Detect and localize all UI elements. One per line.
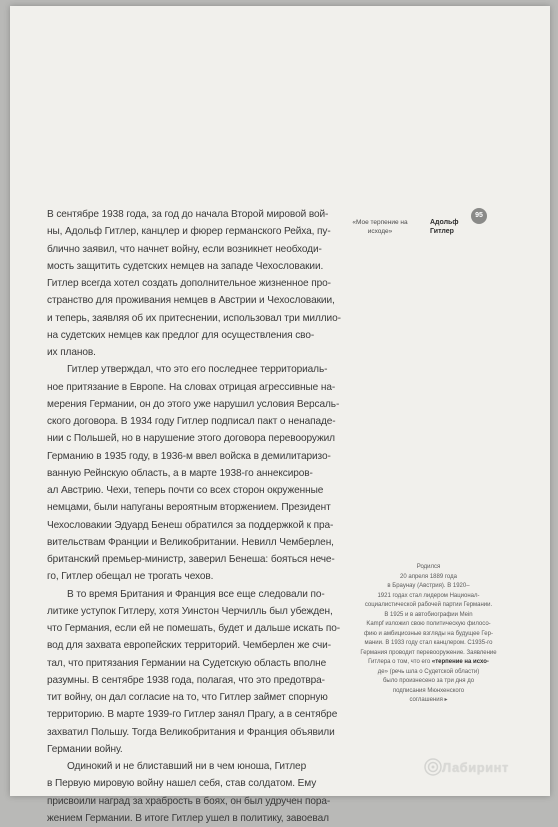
text-line: ского договора. В 1934 году Гитлер подписал пакт о ненападе- — [47, 416, 336, 427]
side-note-line: социалистической рабочей партии Германии. — [364, 602, 493, 608]
side-note-line: в Браунау (Австрия). В 1920– — [387, 583, 470, 589]
labirint-logo-icon — [424, 758, 442, 776]
side-note-emphasis: «терпение на исхо- — [431, 659, 489, 665]
side-note-line: Kampf изложил свою политическую филосо- — [366, 621, 491, 627]
text-line: захватил Польшу. Тогда Великобритания и Франция объявили — [47, 726, 335, 738]
paragraph-3 — [47, 586, 341, 759]
text-line: вительствам Франции и Великобритании. Невилл Чемберлен, — [47, 536, 334, 548]
text-line: и теперь, заявляя об их притеснении, использовал три миллио- — [47, 312, 341, 324]
text-line: нии с Польшей, но в нарушение этого договора перевооружил — [47, 433, 335, 445]
text-line: Одинокий и не блиставший ни в чем юноша, Гитлер — [67, 761, 307, 772]
side-note-line: де» (речь шла о Судетской области) — [377, 668, 480, 675]
text-line: мость защитить судетских немцев на западе Чехословакии. — [47, 260, 324, 272]
text-line: их планов. — [47, 347, 96, 358]
page-number-badge: 95 — [471, 208, 487, 224]
text-line: го, Гитлер обещал не трогать чехов. — [47, 571, 214, 583]
side-note-line: подписания Мюнхенского — [392, 687, 465, 694]
author-name: Адольф Гитлер — [430, 219, 459, 235]
quote-tag: «Мое терпение на исходе» — [352, 219, 408, 235]
text-line: странство для проживания немцев в Австрии и Чехословакии, — [47, 295, 335, 307]
paragraph-2 — [47, 361, 340, 585]
main-text-column — [47, 206, 341, 827]
text-line: что Германия, если ей не помешать, будет и дальше искать по- — [47, 623, 341, 634]
side-note-line: 1921 годах стал лидером Национал- — [377, 592, 480, 599]
side-note-line: было произнесено за три дня до — [382, 678, 475, 684]
text-line: ванную Рейнскую область, а в марте 1938-го аннексиров- — [47, 467, 313, 479]
text-line: вод для захвата европейских территорий. Чемберлен же счи- — [47, 640, 331, 652]
side-note-line — [346, 658, 511, 668]
text-line: ны, Адольф Гитлер, канцлер и фюрер германского Рейха, пу- — [47, 226, 331, 238]
biography-side-note — [346, 563, 511, 706]
text-line: британский премьер-министр, заверил Бенеша: бояться нече- — [47, 554, 335, 565]
text-line: блично заявил, что начнет войну, если возникнет необходи- — [47, 243, 322, 255]
text-line: ное притязание в Европе. На словах отрицая агрессивные на- — [47, 381, 336, 393]
text-line: тит войну, он дал согласие на то, что Гитлер займет спорную — [47, 692, 328, 703]
side-note-line: 20 апреля 1889 года — [400, 573, 457, 580]
text-line: мерения Германии, он до этого уже нарушил условия Версаль- — [47, 398, 340, 410]
text-line: В сентябре 1938 года, за год до начала Второй мировой вой- — [47, 209, 329, 220]
text-line: Германии войну. — [47, 743, 123, 755]
text-line: Гитлер всегда хотел создать дополнительное жизненное про- — [47, 278, 331, 289]
text-line: В то время Британия и Франция все еще следовали по- — [67, 588, 325, 600]
paragraph-1 — [47, 206, 341, 361]
side-note-line: В 1925 и в автобиографии Mein — [384, 611, 473, 618]
text-line: территорию. В марте 1939-го Гитлер занял Прагу, а в сентябре — [47, 709, 338, 721]
text-line: литике уступок Гитлеру, хотя Уинстон Черчилль был убежден, — [47, 605, 333, 617]
text-line: жением Германии. В итоге Гитлер ушел в политику, завоевал — [47, 812, 329, 824]
side-note-line: мании. В 1933 году стал канцлером. С1935-го — [364, 640, 493, 646]
text-line: тал, что притязания Германии на Судетскую область вполне — [47, 657, 327, 669]
text-line: присвоили наград за храбрость в боях, он был удручен пора- — [47, 795, 331, 807]
side-note-line: Германия проводит перевооружение. Заявление — [360, 649, 497, 656]
text-line: в Первую мировую войну нашел себя, став солдатом. Ему — [47, 778, 317, 790]
side-note-line: Родился — [416, 564, 441, 570]
text-line: немцами, были напуганы вероятным вторжением. Президент — [47, 502, 331, 514]
text-line: разумны. В сентябре 1938 года, полагая, что это предотвра- — [47, 674, 325, 686]
paragraph-4 — [47, 758, 337, 827]
text-line: Чехословакии Эдуард Бенеш обратился за поддержкой к пра- — [47, 519, 334, 531]
text-line: на судетских немцев как предлог для осуществления сво- — [47, 329, 315, 341]
side-note-fragment: Гитлера о том, что его — [368, 659, 432, 665]
book-page — [10, 6, 550, 824]
side-note-line: соглашения ▸ — [409, 697, 448, 703]
side-note-line: фию и амбициозные взгляды на будущее Гер- — [364, 630, 493, 637]
watermark-text: Лабиринт — [442, 760, 509, 775]
text-line: ал Австрию. Чехи, теперь почти со всех сторон окруженные — [47, 485, 324, 496]
text-line: Гитлер утверждал, что это его последнее территориаль- — [67, 364, 328, 376]
text-line: Германию в 1935 году, в 1936-м ввел войска в демилитаризо- — [47, 450, 331, 462]
